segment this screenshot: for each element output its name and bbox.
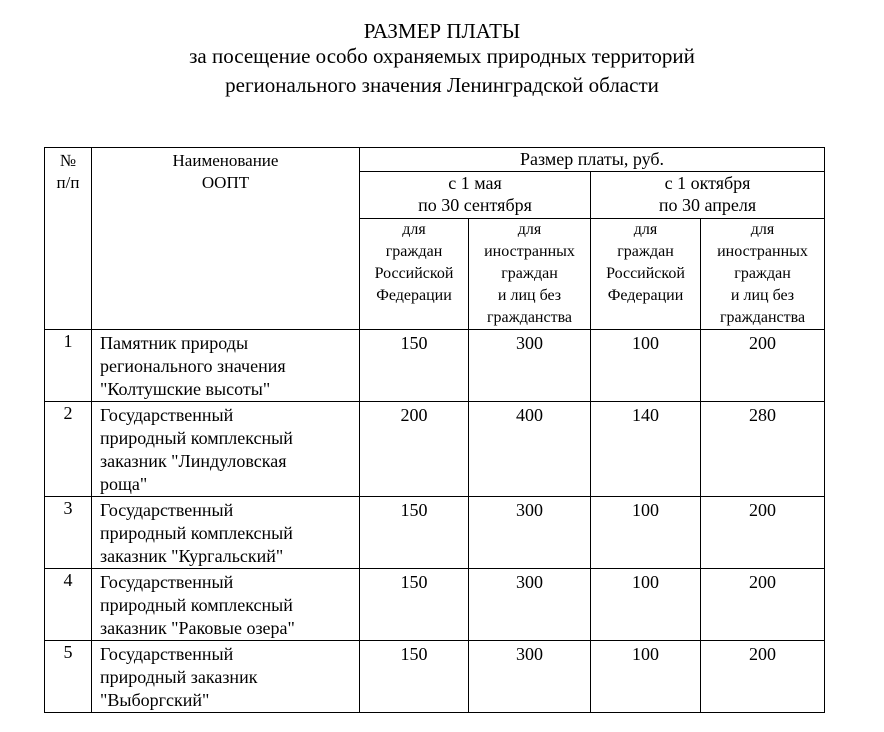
row-number: 5 (45, 641, 92, 713)
header-line: для (402, 221, 426, 238)
header-period-winter-line-1: с 1 октября (664, 173, 751, 193)
table-row (45, 641, 825, 713)
fee-table (44, 147, 825, 713)
header-name-line-1: Наименование (172, 151, 279, 170)
summer-foreigners-fee: 300 (469, 569, 591, 641)
table-row (45, 330, 825, 402)
row-name-line: Государственный (100, 644, 234, 664)
winter-citizens-fee: 100 (591, 330, 701, 402)
header-line: граждан (617, 243, 674, 260)
header-line: граждан (501, 265, 558, 282)
header-period-summer (360, 172, 591, 219)
row-name-line: регионального значения (100, 356, 286, 376)
header-period-summer-line-2: по 30 сентября (418, 195, 532, 215)
header-line: для (633, 221, 658, 238)
header-winter-citizens (591, 219, 701, 330)
winter-citizens-fee: 100 (591, 497, 701, 569)
row-name (92, 402, 360, 497)
header-line: и лиц без (497, 287, 562, 304)
row-name-line: природный заказник (100, 667, 258, 687)
header-period-winter (591, 172, 825, 219)
header-name-line-2: ООПТ (201, 173, 250, 192)
winter-foreigners-fee: 200 (701, 569, 825, 641)
row-name (92, 641, 360, 713)
row-name-line: природный комплексный (100, 595, 293, 615)
header-summer-foreigners (469, 219, 591, 330)
header-line: иностранных (484, 243, 575, 260)
row-name-line: природный комплексный (100, 523, 293, 543)
row-name (92, 497, 360, 569)
header-line: иностранных (717, 243, 808, 260)
header-line: гражданства (719, 309, 806, 326)
row-name-line: заказник "Раковые озера" (100, 618, 295, 638)
table-row (45, 569, 825, 641)
header-line: Федерации (376, 287, 452, 304)
header-line: для (750, 221, 775, 238)
summer-foreigners-fee: 300 (469, 641, 591, 713)
header-name (92, 148, 360, 330)
row-number: 2 (45, 402, 92, 497)
row-name-line: Памятник природы (100, 333, 249, 353)
row-number: 3 (45, 497, 92, 569)
summer-citizens-fee: 150 (360, 641, 469, 713)
header-line: граждан (734, 265, 791, 282)
document-subtitle-line-2: регионального значения Ленинградской области (225, 73, 659, 97)
winter-citizens-fee: 140 (591, 402, 701, 497)
header-line: Федерации (607, 287, 684, 304)
winter-citizens-fee: 100 (591, 569, 701, 641)
summer-foreigners-fee: 300 (469, 330, 591, 402)
row-number: 1 (45, 330, 92, 402)
row-name-line: "Выборгский" (100, 690, 210, 710)
header-line: и лиц без (730, 287, 795, 304)
winter-foreigners-fee: 200 (701, 641, 825, 713)
row-name-line: заказник "Линдуловская (100, 451, 287, 471)
row-name-line: "Колтушские высоты" (100, 379, 271, 399)
header-line: Российской (606, 265, 685, 282)
winter-foreigners-fee: 200 (701, 497, 825, 569)
document-subtitle-line-1: за посещение особо охраняемых природных территорий (189, 44, 695, 68)
winter-foreigners-fee: 200 (701, 330, 825, 402)
summer-citizens-fee: 200 (360, 402, 469, 497)
header-number-abbrev: п/п (56, 173, 80, 192)
summer-foreigners-fee: 300 (469, 497, 591, 569)
table-row (45, 402, 825, 497)
header-number (45, 148, 92, 330)
row-name-line: Государственный (100, 500, 234, 520)
header-line: Российской (374, 265, 454, 282)
row-name-line: Государственный (100, 572, 234, 592)
summer-citizens-fee: 150 (360, 497, 469, 569)
summer-citizens-fee: 150 (360, 569, 469, 641)
header-summer-citizens (360, 219, 469, 330)
document-title: РАЗМЕР ПЛАТЫ (363, 19, 521, 43)
header-period-summer-line-1: с 1 мая (448, 173, 502, 193)
winter-citizens-fee: 100 (591, 641, 701, 713)
header-line: граждан (385, 243, 443, 260)
row-name (92, 330, 360, 402)
row-name (92, 569, 360, 641)
table-row (45, 497, 825, 569)
row-number: 4 (45, 569, 92, 641)
winter-foreigners-fee: 280 (701, 402, 825, 497)
header-number-symbol: № (59, 151, 77, 170)
header-fee: Размер платы, руб. (360, 148, 825, 172)
header-line: гражданства (486, 309, 573, 326)
header-line: для (517, 221, 542, 238)
summer-citizens-fee: 150 (360, 330, 469, 402)
row-name-line: роща" (100, 474, 148, 494)
row-name-line: природный комплексный (100, 428, 293, 448)
summer-foreigners-fee: 400 (469, 402, 591, 497)
header-winter-foreigners (701, 219, 825, 330)
header-period-winter-line-2: по 30 апреля (658, 195, 757, 215)
row-name-line: Государственный (100, 405, 234, 425)
row-name-line: заказник "Кургальский" (100, 546, 284, 566)
